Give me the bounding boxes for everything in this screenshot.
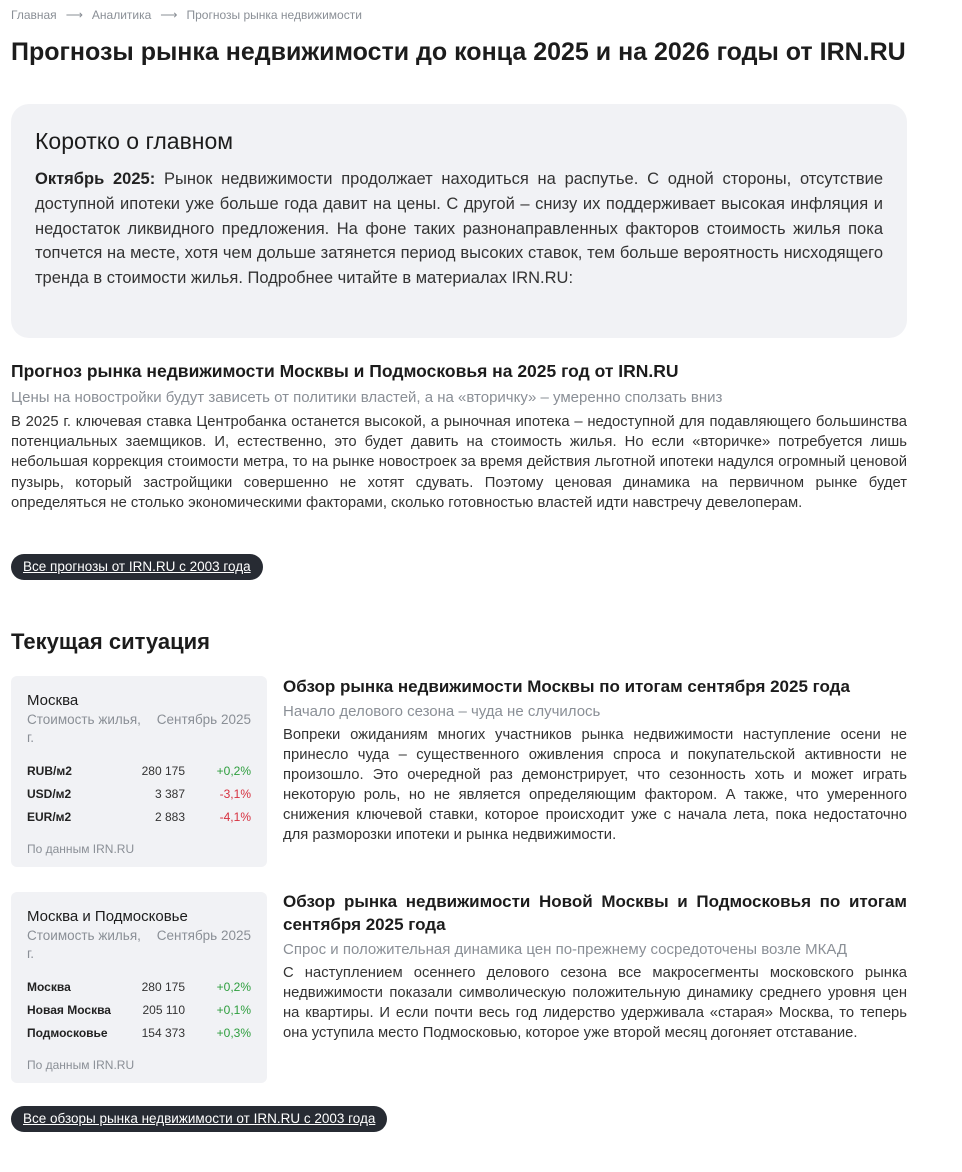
table-row [27,759,251,782]
table-row [27,975,251,998]
price-row-value: 2 883 [154,809,185,824]
review-title-link[interactable]: Обзор рынка недвижимости Москвы по итогам сентября 2025 года [283,677,850,696]
price-card-city: Москва [27,692,79,709]
price-card-source: По данным IRN.RU [27,1058,135,1072]
breadcrumb-analytics-link[interactable]: Аналитика [91,8,152,22]
price-card-city: Москва и Подмосковье [27,908,188,925]
current-situation-title: Текущая ситуация [11,629,210,654]
price-row-value: 205 110 [142,1002,185,1017]
price-row-label: Новая Москва [27,1002,111,1017]
price-card-month: Сентябрь 2025 [156,928,251,943]
summary-block [11,104,907,338]
breadcrumb [11,8,362,22]
price-row-change: +0,2% [216,979,251,994]
arrow-right-icon: ⟶ [65,8,83,22]
all-reviews-button[interactable]: Все обзоры рынка недвижимости от IRN.RU с 2003 года [11,1106,387,1132]
price-card-month: Сентябрь 2025 [156,712,251,727]
page-title: Прогнозы рынка недвижимости до конца 2025 и на 2026 годы от IRN.RU [11,38,906,66]
price-card-moscow [11,676,267,867]
price-row-label: Подмосковье [27,1025,108,1040]
review-title-link[interactable]: Обзор рынка недвижимости Новой Москвы и Подмосковья по итогам сентября 2025 года [283,892,907,934]
forecast-title-link[interactable]: Прогноз рынка недвижимости Москвы и Подмосковья на 2025 год от IRN.RU [11,361,679,381]
price-row-label: Москва [27,979,71,994]
forecast-subtitle: Цены на новостройки будут зависеть от политики властей, а на «вторичку» – умеренно сползать вниз [11,389,723,406]
price-card-suffix: г. [27,730,35,745]
breadcrumb-home-link[interactable]: Главная [11,8,57,22]
price-table [27,975,251,1044]
price-row-label: USD/м2 [27,786,72,801]
table-row [27,782,251,805]
summary-title: Коротко о главном [35,128,234,154]
price-card-moscow-region [11,892,267,1083]
summary-text [35,167,883,291]
price-table [27,759,251,828]
forecast-text: В 2025 г. ключевая ставка Центробанка останется высокой, а рыночная ипотека – недоступной для подавляющего большинства потенциальных заемщиков. И, естественно, это будет давить на стоимость жилья. Но если «вторичке» потребуется лишь небольшая коррекция стоимости метра, то на рынке новостроек за время действия льготной ипотеки надулся огромный ценовой пузырь, который застройщики совершенно не хотят сдувать. Поэтому ценовая динамика на первичном рынке будет определяться не столько экономическими факторами, сколько готовностью властей идти навстречу девелоперам. [11,414,907,511]
price-row-value: 154 373 [141,1025,185,1040]
price-row-change: -3,1% [219,786,251,801]
price-card-meta [27,927,251,945]
price-row-change: +0,1% [216,1002,251,1017]
review-text: С наступлением осеннего делового сезона все макросегменты московского рынка недвижимости показали символическую положительную динамику среднего уровня цен на квартиры. И если почти весь год лидерство удерживала «старая» Москва, то теперь она уступила место Подмосковью, которое уже второй месяц догоняет отставание. [283,965,907,1041]
price-row-value: 280 175 [141,763,185,778]
summary-date-lead: Октябрь 2025: [35,170,156,188]
forecast-article [11,361,907,513]
all-forecasts-button[interactable]: Все прогнозы от IRN.RU с 2003 года [11,554,263,580]
arrow-right-icon: ⟶ [160,8,178,22]
review-article-moscow [283,675,907,845]
table-row [27,998,251,1021]
price-row-label: RUB/м2 [27,763,72,778]
price-card-suffix: г. [27,946,35,961]
price-card-label: Стоимость жилья, [27,928,141,943]
summary-body: Рынок недвижимости продолжает находиться на распутье. С одной стороны, отсутствие доступной ипотеки уже больше года давит на цены. С другой – снизу их поддерживает высокая инфляция и недостаток ликвидного предложения. На фоне таких разнонаправленных факторов стоимость жилья пока топчется на месте, хотя чем дольше затянется период высоких ставок, тем больше вероятность нисходящего тренда в стоимости жилья. Подробнее читайте в материалах IRN.RU: [35,170,884,288]
review-subtitle: Начало делового сезона – чуда не случилось [283,703,601,720]
price-row-value: 280 175 [141,979,185,994]
price-card-source: По данным IRN.RU [27,842,135,856]
review-subtitle: Спрос и положительная динамика цен по-прежнему сосредоточены возле МКАД [283,941,848,958]
price-row-change: -4,1% [219,809,251,824]
price-card-meta [27,711,251,729]
review-text: Вопреки ожиданиям многих участников рынка недвижимости наступление осени не принесло чуда – существенного оживления спроса и покупательской активности не произошло. Это очередной раз демонстрирует, что сезонность хоть и может играть некоторую роль, но не является определяющим фактором. А также, что умеренного снижения ключевой ставки, которое происходит уже с начала лета, пока недостаточно для разморозки ипотеки и рынка недвижимости. [283,727,907,843]
price-card-label: Стоимость жилья, [27,712,141,727]
price-row-change: +0,3% [216,1025,251,1040]
price-row-label: EUR/м2 [27,809,72,824]
price-row-value: 3 387 [154,786,185,801]
price-row-change: +0,2% [216,763,251,778]
review-article-moscow-region [283,890,907,1043]
breadcrumb-current: Прогнозы рынка недвижимости [186,8,362,22]
table-row [27,805,251,828]
table-row [27,1021,251,1044]
